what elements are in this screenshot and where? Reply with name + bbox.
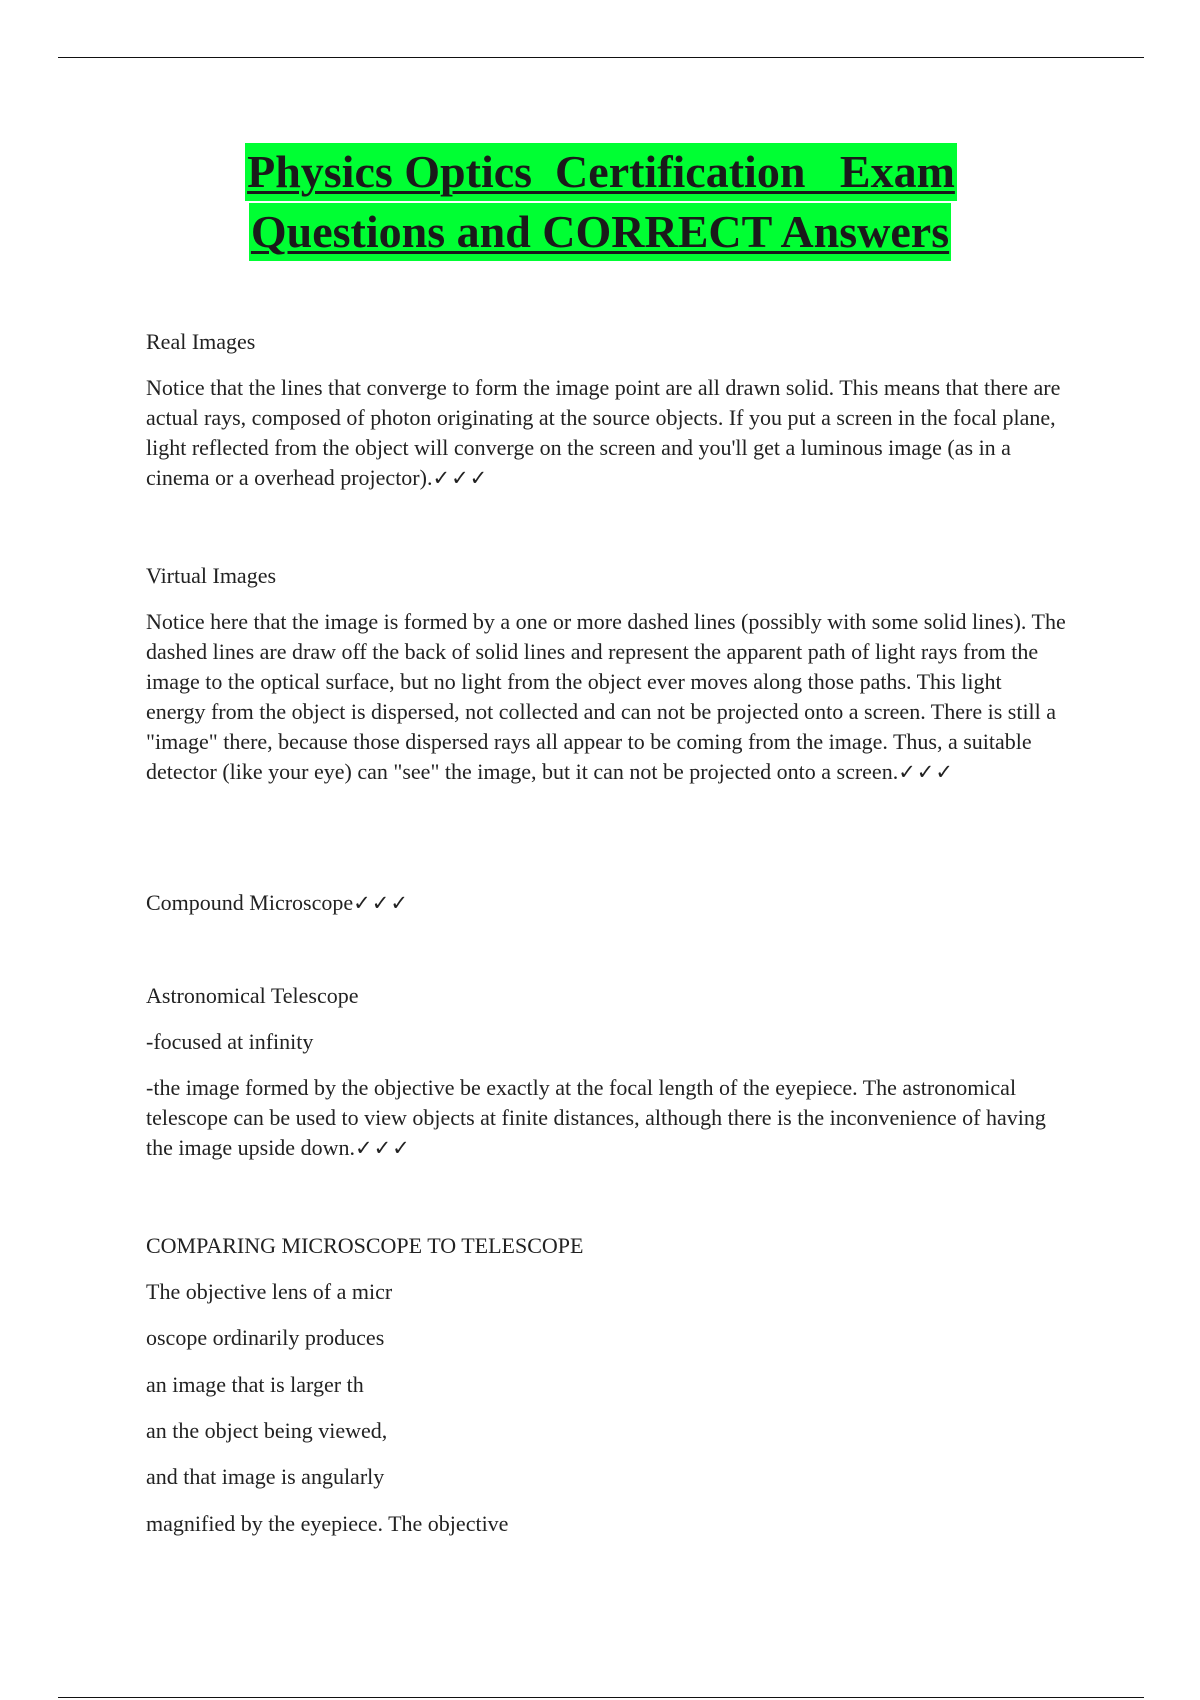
astronomical-telescope-answer-text: -the image formed by the objective be exactly at the focal length of the eyepiece. The astronomical telescope can be used to view objects at finite distances, although there is the inconvenience of having the image upside down.: [146, 1075, 1046, 1160]
comparing-line: oscope ordinarily produces: [146, 1325, 385, 1350]
bottom-rule: [58, 1697, 1144, 1698]
document-title: [0, 143, 1200, 261]
real-images-answer-text: Notice that the lines that converge to form the image point are all drawn solid. This means that there are actual rays, composed of photon originating at the source objects. If you put a screen in the focal plane, light reflected from the object will converge on the screen and you'll get a luminous image (as in a cinema or a overhead projector).: [146, 375, 1061, 490]
astronomical-telescope-line-1: [146, 1027, 1066, 1057]
real-images-heading-text: Real Images: [146, 329, 256, 354]
top-rule: [58, 57, 1144, 58]
virtual-images-answer-paragraph: [146, 607, 1066, 787]
check-marks: ✓✓✓: [353, 891, 409, 915]
virtual-images-answer-text: Notice here that the image is formed by a one or more dashed lines (possibly with some solid lines). The dashed lines are draw off the back of solid lines and represent the apparent path of light rays from the image to the optical surface, but no light from the object ever moves along those paths. This light energy from the object is dispersed, not collected and can not be projected onto a screen. There is still a "image" there, because those dispersed rays all appear to be coming from the image. Thus, a suitable detector (like your eye) can "see" the image, but it can not be projected onto a screen.: [146, 609, 1066, 784]
astronomical-telescope-answer-paragraph: [146, 1073, 1066, 1163]
comparing-heading: [146, 1231, 1066, 1261]
title-line-1: Physics Optics Certification Exam: [245, 143, 957, 201]
comparing-line: magnified by the eyepiece. The objective: [146, 1511, 509, 1536]
check-marks: ✓✓✓: [898, 760, 954, 784]
title-line-2: Questions and CORRECT Answers: [249, 203, 951, 261]
check-marks: ✓✓✓: [432, 466, 489, 490]
astronomical-telescope-heading-text: Astronomical Telescope: [146, 983, 359, 1008]
comparing-heading-text: COMPARING MICROSCOPE TO TELESCOPE: [146, 1233, 584, 1258]
compound-microscope-heading-text: Compound Microscope: [146, 890, 354, 915]
check-marks: ✓✓✓: [354, 1136, 411, 1160]
compound-microscope-paragraph: [146, 888, 1066, 918]
compound-microscope-item: [146, 888, 1066, 918]
comparing-line: an the object being viewed,: [146, 1418, 388, 1443]
comparing-line: The objective lens of a micr: [146, 1279, 393, 1304]
virtual-images-heading-text: Virtual Images: [146, 563, 277, 588]
astronomical-telescope-answer: [146, 1073, 1066, 1163]
virtual-images-answer: [146, 607, 1066, 787]
comparing-line: an image that is larger th: [146, 1372, 364, 1397]
real-images-answer-paragraph: [146, 373, 1066, 493]
virtual-images-heading: [146, 561, 1066, 591]
real-images-answer: [146, 373, 1066, 493]
astronomical-telescope-line-1-text: -focused at infinity: [146, 1029, 314, 1054]
comparing-line: and that image is angularly: [146, 1464, 385, 1489]
astronomical-telescope-heading: [146, 981, 1066, 1011]
real-images-heading: [146, 327, 1066, 357]
